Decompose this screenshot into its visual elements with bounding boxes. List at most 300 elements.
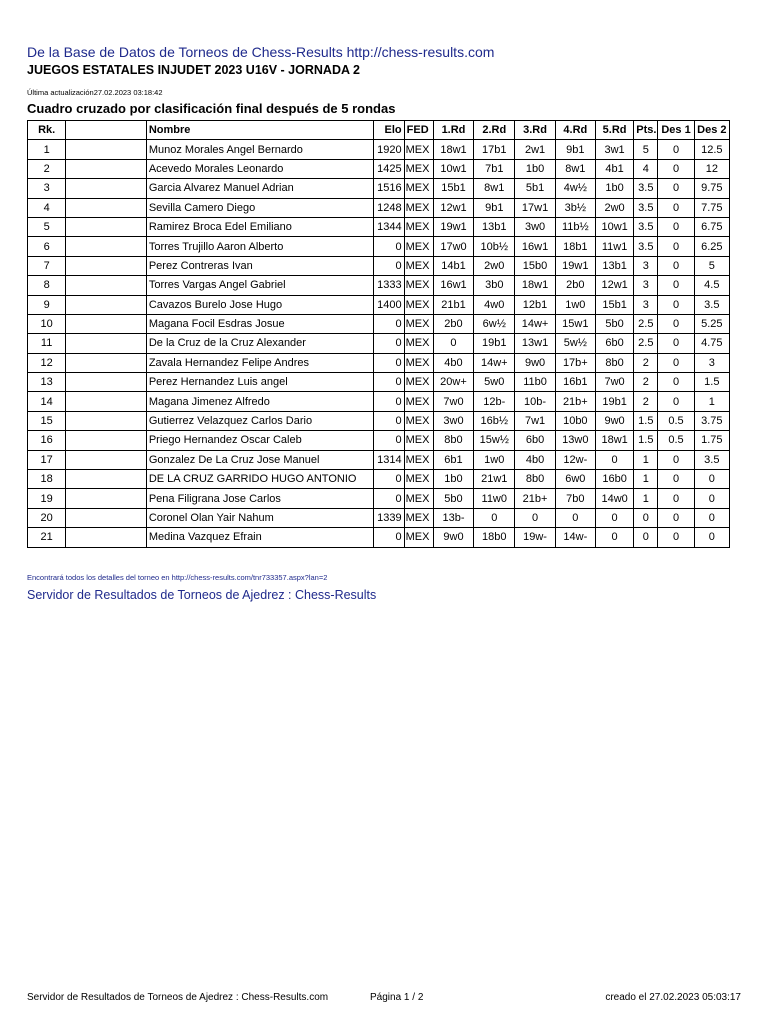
column-header-round-3: 3.Rd <box>515 121 555 140</box>
table-row <box>28 198 730 217</box>
cell-name: Coronel Olan Yair Nahum <box>146 508 374 527</box>
cell-round-1: 13b- <box>433 508 473 527</box>
cell-elo: 1248 <box>374 198 404 217</box>
table-row <box>28 373 730 392</box>
cell-round-5: 9w0 <box>595 411 633 430</box>
cell-tiebreak-2: 3.5 <box>694 450 729 469</box>
cell-tiebreak-1: 0 <box>658 295 694 314</box>
cell-points: 3 <box>634 256 658 275</box>
crosstable <box>27 120 730 548</box>
table-row <box>28 217 730 236</box>
cell-round-5: 19b1 <box>595 392 633 411</box>
cell-points: 3.5 <box>634 198 658 217</box>
cell-round-2: 15w½ <box>474 431 515 450</box>
cell-round-2: 7b1 <box>474 159 515 178</box>
cell-tiebreak-1: 0 <box>658 392 694 411</box>
cell-points: 1 <box>634 450 658 469</box>
cell-elo: 0 <box>374 353 404 372</box>
cell-blank <box>66 159 147 178</box>
cell-round-2: 6w½ <box>474 314 515 333</box>
cell-points: 3.5 <box>634 237 658 256</box>
cell-points: 3.5 <box>634 179 658 198</box>
cell-points: 5 <box>634 140 658 159</box>
cell-rank: 1 <box>28 140 66 159</box>
cell-fed: MEX <box>404 140 433 159</box>
cell-tiebreak-1: 0 <box>658 140 694 159</box>
table-row <box>28 450 730 469</box>
cell-blank <box>66 528 147 547</box>
cell-round-5: 5b0 <box>595 314 633 333</box>
cell-round-1: 5b0 <box>433 489 473 508</box>
cell-fed: MEX <box>404 489 433 508</box>
table-row <box>28 237 730 256</box>
cell-round-3: 5b1 <box>515 179 555 198</box>
cell-blank <box>66 450 147 469</box>
cell-round-3: 15b0 <box>515 256 555 275</box>
cell-rank: 4 <box>28 198 66 217</box>
cell-name: Torres Vargas Angel Gabriel <box>146 276 374 295</box>
cell-round-5: 6b0 <box>595 334 633 353</box>
column-header-round-4: 4.Rd <box>555 121 595 140</box>
cell-blank <box>66 353 147 372</box>
cell-round-3: 14w+ <box>515 314 555 333</box>
cell-points: 1.5 <box>634 411 658 430</box>
cell-points: 2 <box>634 392 658 411</box>
cell-elo: 1333 <box>374 276 404 295</box>
cell-tiebreak-1: 0 <box>658 314 694 333</box>
cell-tiebreak-1: 0 <box>658 159 694 178</box>
cell-elo: 0 <box>374 489 404 508</box>
cell-elo: 0 <box>374 256 404 275</box>
cell-tiebreak-2: 12 <box>694 159 729 178</box>
cell-round-2: 2w0 <box>474 256 515 275</box>
table-row <box>28 528 730 547</box>
cell-tiebreak-2: 6.25 <box>694 237 729 256</box>
table-row <box>28 295 730 314</box>
cell-tiebreak-2: 4.75 <box>694 334 729 353</box>
cell-round-2: 8w1 <box>474 179 515 198</box>
cell-round-1: 3w0 <box>433 411 473 430</box>
table-row <box>28 334 730 353</box>
cell-name: Medina Vazquez Efrain <box>146 528 374 547</box>
cell-round-4: 21b+ <box>555 392 595 411</box>
cell-name: Cavazos Burelo Jose Hugo <box>146 295 374 314</box>
cell-fed: MEX <box>404 508 433 527</box>
cell-round-1: 4b0 <box>433 353 473 372</box>
cell-rank: 2 <box>28 159 66 178</box>
cell-round-4: 13w0 <box>555 431 595 450</box>
cell-points: 1 <box>634 470 658 489</box>
cell-round-1: 16w1 <box>433 276 473 295</box>
table-row <box>28 256 730 275</box>
cell-round-3: 1b0 <box>515 159 555 178</box>
table-row <box>28 353 730 372</box>
cell-round-2: 19b1 <box>474 334 515 353</box>
cell-blank <box>66 198 147 217</box>
cell-name: Munoz Morales Angel Bernardo <box>146 140 374 159</box>
cell-elo: 0 <box>374 470 404 489</box>
cell-elo: 0 <box>374 237 404 256</box>
cell-fed: MEX <box>404 528 433 547</box>
cell-name: De la Cruz de la Cruz Alexander <box>146 334 374 353</box>
cell-round-4: 19w1 <box>555 256 595 275</box>
cell-round-2: 10b½ <box>474 237 515 256</box>
cell-tiebreak-2: 0 <box>694 489 729 508</box>
cell-round-2: 21w1 <box>474 470 515 489</box>
cell-points: 2.5 <box>634 314 658 333</box>
cell-round-1: 17w0 <box>433 237 473 256</box>
cell-round-1: 18w1 <box>433 140 473 159</box>
cell-round-3: 17w1 <box>515 198 555 217</box>
cell-round-4: 17b+ <box>555 353 595 372</box>
table-row <box>28 392 730 411</box>
cell-elo: 0 <box>374 373 404 392</box>
cell-round-5: 8b0 <box>595 353 633 372</box>
cell-elo: 0 <box>374 431 404 450</box>
cell-round-5: 14w0 <box>595 489 633 508</box>
cell-round-1: 19w1 <box>433 217 473 236</box>
cell-round-4: 8w1 <box>555 159 595 178</box>
cell-round-2: 14w+ <box>474 353 515 372</box>
table-row <box>28 508 730 527</box>
cell-blank <box>66 217 147 236</box>
cell-round-2: 9b1 <box>474 198 515 217</box>
cell-round-4: 10b0 <box>555 411 595 430</box>
table-row <box>28 179 730 198</box>
cell-round-5: 1b0 <box>595 179 633 198</box>
cell-name: Sevilla Camero Diego <box>146 198 374 217</box>
cell-tiebreak-2: 9.75 <box>694 179 729 198</box>
cell-round-5: 13b1 <box>595 256 633 275</box>
cell-tiebreak-2: 1.5 <box>694 373 729 392</box>
cell-tiebreak-1: 0 <box>658 508 694 527</box>
cell-fed: MEX <box>404 411 433 430</box>
cell-round-2: 1w0 <box>474 450 515 469</box>
cell-round-5: 0 <box>595 528 633 547</box>
cell-round-2: 0 <box>474 508 515 527</box>
cell-points: 4 <box>634 159 658 178</box>
cell-round-5: 11w1 <box>595 237 633 256</box>
cell-blank <box>66 373 147 392</box>
cell-tiebreak-1: 0 <box>658 217 694 236</box>
cell-rank: 12 <box>28 353 66 372</box>
cell-blank <box>66 508 147 527</box>
cell-round-1: 6b1 <box>433 450 473 469</box>
cell-name: Priego Hernandez Oscar Caleb <box>146 431 374 450</box>
cell-name: Gutierrez Velazquez Carlos Dario <box>146 411 374 430</box>
cell-round-4: 4w½ <box>555 179 595 198</box>
cell-tiebreak-1: 0 <box>658 353 694 372</box>
table-row <box>28 314 730 333</box>
cell-round-3: 13w1 <box>515 334 555 353</box>
details-note: Encontrará todos los detalles del torneo en http://chess-results.com/tnr733357.aspx?lan=2 <box>27 573 328 582</box>
cell-round-1: 0 <box>433 334 473 353</box>
cell-round-3: 2w1 <box>515 140 555 159</box>
cell-elo: 1425 <box>374 159 404 178</box>
cell-name: Gonzalez De La Cruz Jose Manuel <box>146 450 374 469</box>
cell-round-3: 9w0 <box>515 353 555 372</box>
cell-tiebreak-1: 0 <box>658 237 694 256</box>
cell-blank <box>66 140 147 159</box>
cell-round-3: 7w1 <box>515 411 555 430</box>
cell-blank <box>66 489 147 508</box>
cell-tiebreak-2: 5.25 <box>694 314 729 333</box>
table-row <box>28 431 730 450</box>
cell-fed: MEX <box>404 392 433 411</box>
cell-points: 1 <box>634 489 658 508</box>
cell-points: 3.5 <box>634 217 658 236</box>
cell-name: Perez Contreras Ivan <box>146 256 374 275</box>
cell-round-5: 12w1 <box>595 276 633 295</box>
cell-fed: MEX <box>404 295 433 314</box>
cell-elo: 1516 <box>374 179 404 198</box>
cell-elo: 1920 <box>374 140 404 159</box>
column-header-round-1: 1.Rd <box>433 121 473 140</box>
cell-fed: MEX <box>404 431 433 450</box>
table-row <box>28 140 730 159</box>
cell-blank <box>66 392 147 411</box>
crosstable-body <box>28 140 730 547</box>
cell-name: Magana Focil Esdras Josue <box>146 314 374 333</box>
cell-fed: MEX <box>404 314 433 333</box>
cell-tiebreak-1: 0 <box>658 450 694 469</box>
cell-fed: MEX <box>404 256 433 275</box>
cell-rank: 10 <box>28 314 66 333</box>
cell-blank <box>66 276 147 295</box>
cell-fed: MEX <box>404 198 433 217</box>
cell-round-3: 19w- <box>515 528 555 547</box>
cell-name: Torres Trujillo Aaron Alberto <box>146 237 374 256</box>
cell-fed: MEX <box>404 276 433 295</box>
cell-rank: 13 <box>28 373 66 392</box>
cell-round-3: 6b0 <box>515 431 555 450</box>
cell-round-5: 0 <box>595 450 633 469</box>
cell-tiebreak-1: 0 <box>658 528 694 547</box>
cell-name: DE LA CRUZ GARRIDO HUGO ANTONIO <box>146 470 374 489</box>
column-header-name: Nombre <box>146 121 374 140</box>
cell-blank <box>66 314 147 333</box>
cell-tiebreak-2: 3.75 <box>694 411 729 430</box>
cell-rank: 15 <box>28 411 66 430</box>
cell-elo: 1339 <box>374 508 404 527</box>
cell-elo: 1344 <box>374 217 404 236</box>
cell-fed: MEX <box>404 159 433 178</box>
cell-round-1: 20w+ <box>433 373 473 392</box>
header-row <box>28 121 730 140</box>
table-row <box>28 276 730 295</box>
cell-round-4: 5w½ <box>555 334 595 353</box>
cell-round-5: 15b1 <box>595 295 633 314</box>
cell-blank <box>66 411 147 430</box>
cell-round-2: 3b0 <box>474 276 515 295</box>
cell-blank <box>66 237 147 256</box>
column-header-round-2: 2.Rd <box>474 121 515 140</box>
cell-rank: 9 <box>28 295 66 314</box>
cell-round-3: 12b1 <box>515 295 555 314</box>
cell-rank: 21 <box>28 528 66 547</box>
cell-round-5: 2w0 <box>595 198 633 217</box>
cell-elo: 1400 <box>374 295 404 314</box>
cell-blank <box>66 295 147 314</box>
cell-tiebreak-1: 0 <box>658 489 694 508</box>
cell-round-1: 12w1 <box>433 198 473 217</box>
footer-server: Servidor de Resultados de Torneos de Ajedrez : Chess-Results.com <box>27 992 329 1003</box>
cell-rank: 19 <box>28 489 66 508</box>
cell-round-2: 13b1 <box>474 217 515 236</box>
cell-rank: 5 <box>28 217 66 236</box>
column-header-elo: Elo <box>374 121 404 140</box>
column-header-rank: Rk. <box>28 121 66 140</box>
cell-rank: 14 <box>28 392 66 411</box>
source-line: De la Base de Datos de Torneos de Chess-Results http://chess-results.com <box>27 44 495 60</box>
column-header-blank <box>66 121 147 140</box>
cell-points: 3 <box>634 276 658 295</box>
last-update: Última actualización27.02.2023 03:18:42 <box>27 88 163 97</box>
cell-elo: 0 <box>374 528 404 547</box>
cell-round-5: 18w1 <box>595 431 633 450</box>
cell-round-3: 3w0 <box>515 217 555 236</box>
cell-round-3: 4b0 <box>515 450 555 469</box>
cell-name: Ramirez Broca Edel Emiliano <box>146 217 374 236</box>
cell-fed: MEX <box>404 179 433 198</box>
cell-round-2: 12b- <box>474 392 515 411</box>
cell-round-2: 16b½ <box>474 411 515 430</box>
cell-tiebreak-1: 0 <box>658 470 694 489</box>
cell-round-1: 7w0 <box>433 392 473 411</box>
cell-round-3: 10b- <box>515 392 555 411</box>
cell-name: Pena Filigrana Jose Carlos <box>146 489 374 508</box>
server-line: Servidor de Resultados de Torneos de Ajedrez : Chess-Results <box>27 588 377 602</box>
cell-round-4: 15w1 <box>555 314 595 333</box>
table-row <box>28 489 730 508</box>
cell-fed: MEX <box>404 237 433 256</box>
cell-rank: 8 <box>28 276 66 295</box>
cell-elo: 0 <box>374 314 404 333</box>
cell-round-3: 18w1 <box>515 276 555 295</box>
cell-tiebreak-1: 0 <box>658 256 694 275</box>
cell-tiebreak-1: 0 <box>658 373 694 392</box>
cell-round-1: 9w0 <box>433 528 473 547</box>
cell-round-5: 10w1 <box>595 217 633 236</box>
cell-tiebreak-2: 1 <box>694 392 729 411</box>
cell-round-4: 11b½ <box>555 217 595 236</box>
crosstable-subtitle: Cuadro cruzado por clasificación final después de 5 rondas <box>27 101 396 116</box>
cell-round-2: 17b1 <box>474 140 515 159</box>
cell-name: Magana Jimenez Alfredo <box>146 392 374 411</box>
cell-fed: MEX <box>404 334 433 353</box>
cell-blank <box>66 470 147 489</box>
cell-round-5: 3w1 <box>595 140 633 159</box>
cell-round-2: 4w0 <box>474 295 515 314</box>
cell-round-4: 9b1 <box>555 140 595 159</box>
cell-round-1: 14b1 <box>433 256 473 275</box>
cell-round-4: 16b1 <box>555 373 595 392</box>
cell-round-5: 4b1 <box>595 159 633 178</box>
cell-points: 2.5 <box>634 334 658 353</box>
cell-round-2: 18b0 <box>474 528 515 547</box>
cell-rank: 3 <box>28 179 66 198</box>
cell-tiebreak-2: 0 <box>694 470 729 489</box>
cell-tiebreak-1: 0 <box>658 276 694 295</box>
cell-elo: 0 <box>374 392 404 411</box>
cell-tiebreak-2: 0 <box>694 508 729 527</box>
cell-tiebreak-2: 4.5 <box>694 276 729 295</box>
footer-page-number: Página 1 / 2 <box>370 992 424 1003</box>
cell-rank: 11 <box>28 334 66 353</box>
cell-name: Zavala Hernandez Felipe Andres <box>146 353 374 372</box>
cell-elo: 1314 <box>374 450 404 469</box>
cell-round-3: 8b0 <box>515 470 555 489</box>
cell-round-3: 16w1 <box>515 237 555 256</box>
cell-points: 0 <box>634 508 658 527</box>
cell-rank: 17 <box>28 450 66 469</box>
cell-tiebreak-2: 6.75 <box>694 217 729 236</box>
cell-points: 1.5 <box>634 431 658 450</box>
cell-tiebreak-2: 12.5 <box>694 140 729 159</box>
cell-round-1: 10w1 <box>433 159 473 178</box>
table-row <box>28 411 730 430</box>
cell-round-1: 15b1 <box>433 179 473 198</box>
footer-created: creado el 27.02.2023 05:03:17 <box>605 992 741 1003</box>
cell-tiebreak-2: 3 <box>694 353 729 372</box>
cell-round-3: 11b0 <box>515 373 555 392</box>
cell-blank <box>66 256 147 275</box>
cell-round-4: 12w- <box>555 450 595 469</box>
cell-tiebreak-2: 7.75 <box>694 198 729 217</box>
cell-round-3: 0 <box>515 508 555 527</box>
cell-elo: 0 <box>374 334 404 353</box>
cell-round-2: 11w0 <box>474 489 515 508</box>
event-title: JUEGOS ESTATALES INJUDET 2023 U16V - JORNADA 2 <box>27 63 360 77</box>
cell-blank <box>66 179 147 198</box>
cell-round-4: 3b½ <box>555 198 595 217</box>
cell-fed: MEX <box>404 353 433 372</box>
cell-fed: MEX <box>404 450 433 469</box>
cell-round-5: 16b0 <box>595 470 633 489</box>
cell-rank: 18 <box>28 470 66 489</box>
cell-tiebreak-2: 5 <box>694 256 729 275</box>
cell-points: 0 <box>634 528 658 547</box>
column-header-points: Pts. <box>634 121 658 140</box>
cell-round-4: 1w0 <box>555 295 595 314</box>
cell-round-3: 21b+ <box>515 489 555 508</box>
cell-round-4: 18b1 <box>555 237 595 256</box>
cell-tiebreak-1: 0 <box>658 198 694 217</box>
cell-round-4: 2b0 <box>555 276 595 295</box>
cell-round-1: 21b1 <box>433 295 473 314</box>
cell-rank: 7 <box>28 256 66 275</box>
cell-round-4: 7b0 <box>555 489 595 508</box>
cell-round-5: 0 <box>595 508 633 527</box>
cell-tiebreak-2: 3.5 <box>694 295 729 314</box>
cell-points: 2 <box>634 353 658 372</box>
cell-tiebreak-1: 0.5 <box>658 411 694 430</box>
cell-rank: 20 <box>28 508 66 527</box>
cell-fed: MEX <box>404 217 433 236</box>
table-row <box>28 159 730 178</box>
cell-elo: 0 <box>374 411 404 430</box>
cell-fed: MEX <box>404 470 433 489</box>
cell-tiebreak-1: 0 <box>658 334 694 353</box>
cell-points: 2 <box>634 373 658 392</box>
column-header-round-5: 5.Rd <box>595 121 633 140</box>
cell-round-4: 14w- <box>555 528 595 547</box>
cell-rank: 16 <box>28 431 66 450</box>
cell-points: 3 <box>634 295 658 314</box>
cell-round-4: 0 <box>555 508 595 527</box>
cell-tiebreak-2: 1.75 <box>694 431 729 450</box>
cell-name: Garcia Alvarez Manuel Adrian <box>146 179 374 198</box>
